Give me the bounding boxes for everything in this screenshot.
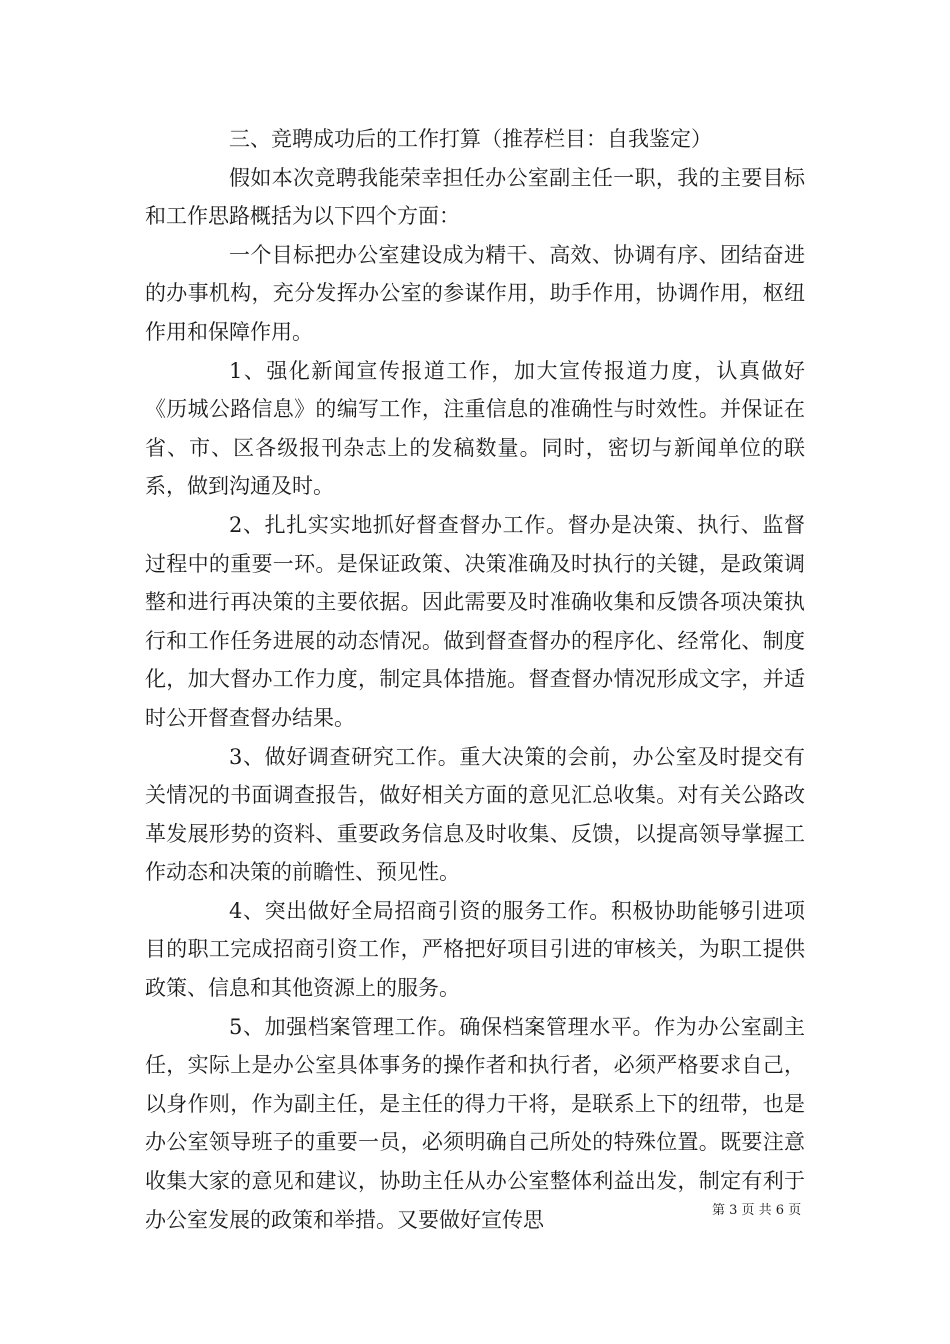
paragraph-item-1: 1、强化新闻宣传报道工作，加大宣传报道力度，认真做好《历城公路信息》的编写工作，注重信息的准确性与时效性。并保证在省、市、区各级报刊杂志上的发稿数量。同时，密切与新闻单位的联系，做到沟通及时。 <box>145 358 805 499</box>
page-number: 第 3 页 共 6 页 <box>712 1203 802 1218</box>
paragraph-item-4: 4、突出做好全局招商引资的服务工作。积极协助能够引进项目的职工完成招商引资工作，严格把好项目引进的审核关，为职工提供政策、信息和其他资源上的服务。 <box>145 898 805 1001</box>
paragraph-item-3: 3、做好调查研究工作。重大决策的会前，办公室及时提交有关情况的书面调查报告，做好相关方面的意见汇总收集。对有关公路改革发展形势的资料、重要政务信息及时收集、反馈，以提高领导掌握工作动态和决策的前瞻性、预见性。 <box>145 744 805 885</box>
paragraph-item-2: 2、扎扎实实地抓好督查督办工作。督办是决策、执行、监督过程中的重要一环。是保证政策、决策准确及时执行的关键，是政策调整和进行再决策的主要依据。因此需要及时准确收集和反馈各项决策执行和工作任务进展的动态情况。做到督查督办的程序化、经常化、制度化，加大督办工作力度，制定具体措施。督查督办情况形成文字，并适时公开督查督办结果。 <box>145 512 805 730</box>
paragraph-intro: 假如本次竞聘我能荣幸担任办公室副主任一职，我的主要目标和工作思路概括为以下四个方面： <box>145 165 805 229</box>
section-heading: 三、竞聘成功后的工作打算（推荐栏目：自我鉴定） <box>229 127 712 151</box>
document-body <box>145 120 805 1239</box>
paragraph-item-5: 5、加强档案管理工作。确保档案管理水平。作为办公室副主任，实际上是办公室具体事务的操作者和执行者，必须严格要求自己，以身作则，作为副主任，是主任的得力干将，是联系上下的纽带，也是办公室领导班子的重要一员，必须明确自己所处的特殊位置。既要注意收集大家的意见和建议，协助主任从办公室整体利益出发，制定有利于办公室发展的政策和举措。又要做好宣传思 <box>145 1014 805 1232</box>
paragraph-goal: 一个目标把办公室建设成为精干、高效、协调有序、团结奋进的办事机构，充分发挥办公室的参谋作用，助手作用，协调作用，枢纽作用和保障作用。 <box>145 242 805 344</box>
